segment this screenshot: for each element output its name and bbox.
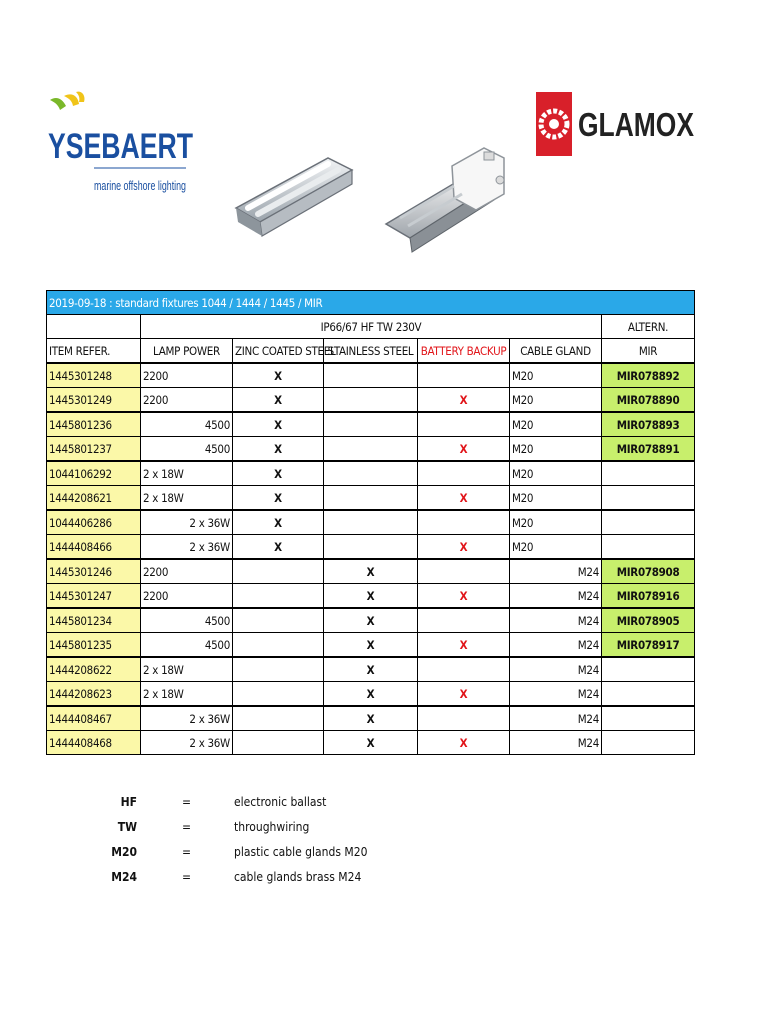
cable-gland-cell: M20 [510,388,602,413]
cable-gland-cell: M24 [510,633,602,658]
item-ref-cell: 1444208622 [47,657,141,682]
legend-value: throughwiring [234,820,310,834]
legend-key: M20 [111,845,137,859]
table-row [47,559,695,584]
lamp-power-cell: 2200 [141,363,233,388]
mir-cell: MIR078908 [602,559,695,584]
stainless-cell [324,461,418,486]
fixture-image-zinc [228,150,358,240]
zinc-coated-cell: X [233,535,324,560]
battery-backup-cell: X [418,388,510,413]
table-row [47,584,695,609]
ysebaert-wordmark: YSEBAERT [48,127,193,166]
legend-key: HF [120,795,137,809]
stainless-cell [324,363,418,388]
mir-cell: MIR078916 [602,584,695,609]
stainless-cell: X [324,633,418,658]
lamp-power-cell: 2 x 18W [141,461,233,486]
lamp-power-cell: 2 x 36W [141,706,233,731]
item-ref-cell: 1444408466 [47,535,141,560]
legend-equals: = [182,845,192,859]
table-row [47,731,695,755]
stainless-cell [324,437,418,462]
altern-header: ALTERN. [602,315,695,339]
cable-gland-cell: M20 [510,461,602,486]
stainless-cell [324,388,418,413]
zinc-coated-cell [233,657,324,682]
item-ref-cell: 1444208621 [47,486,141,511]
stainless-cell: X [324,682,418,707]
stainless-cell: X [324,731,418,755]
cable-gland-cell: M20 [510,510,602,535]
battery-backup-cell: X [418,535,510,560]
lamp-power-cell: 2200 [141,559,233,584]
ysebaert-logo [46,92,196,202]
battery-backup-cell: X [418,437,510,462]
table-row [47,412,695,437]
lamp-power-cell: 4500 [141,608,233,633]
column-header: ITEM REFER. [47,339,141,364]
mir-cell [602,510,695,535]
table-row [47,682,695,707]
mir-cell: MIR078893 [602,412,695,437]
lamp-power-cell: 4500 [141,633,233,658]
item-ref-cell: 1445801235 [47,633,141,658]
mir-cell [602,486,695,511]
item-ref-cell: 1445801236 [47,412,141,437]
cable-gland-cell: M24 [510,608,602,633]
stainless-cell: X [324,706,418,731]
mir-cell: MIR078905 [602,608,695,633]
glamox-wordmark: GLAMOX [578,106,694,143]
ysebaert-tagline: marine offshore lighting [94,178,186,193]
item-ref-cell: 1445301246 [47,559,141,584]
cable-gland-cell: M20 [510,535,602,560]
lamp-power-cell: 2200 [141,584,233,609]
lamp-power-cell: 2 x 18W [141,486,233,511]
cable-gland-cell: M20 [510,412,602,437]
mir-cell [602,535,695,560]
cable-gland-cell: M24 [510,657,602,682]
cable-gland-cell: M24 [510,584,602,609]
battery-backup-cell [418,363,510,388]
column-header: BATTERY BACKUP [418,339,510,364]
column-header: STAINLESS STEEL [324,339,418,364]
battery-backup-cell [418,608,510,633]
stainless-cell: X [324,608,418,633]
item-ref-cell: 1445801237 [47,437,141,462]
item-ref-cell: 1445301248 [47,363,141,388]
mir-cell: MIR078890 [602,388,695,413]
stainless-cell: X [324,584,418,609]
cable-gland-cell: M20 [510,363,602,388]
item-ref-cell: 1445301249 [47,388,141,413]
glamox-logo [536,92,696,158]
mir-cell: MIR078917 [602,633,695,658]
legend-value: electronic ballast [234,795,327,809]
column-header: ZINC COATED STEEL [233,339,324,364]
lamp-power-cell: 4500 [141,412,233,437]
table-row [47,437,695,462]
zinc-coated-cell: X [233,363,324,388]
lamp-power-cell: 2200 [141,388,233,413]
item-ref-cell: 1444208623 [47,682,141,707]
mir-cell: MIR078892 [602,363,695,388]
legend-equals: = [182,820,192,834]
item-ref-cell: 1044406286 [47,510,141,535]
stainless-cell [324,412,418,437]
table-row [47,706,695,731]
item-ref-cell: 1445801234 [47,608,141,633]
mir-cell [602,706,695,731]
lamp-power-cell: 4500 [141,437,233,462]
fixture-image-stainless [380,138,520,268]
stainless-cell [324,486,418,511]
table-row [47,510,695,535]
column-header: CABLE GLAND [510,339,602,364]
mir-cell [602,461,695,486]
battery-backup-cell: X [418,584,510,609]
fixtures-table [46,290,695,755]
battery-backup-cell: X [418,731,510,755]
zinc-coated-cell: X [233,486,324,511]
cable-gland-cell: M24 [510,706,602,731]
zinc-coated-cell: X [233,461,324,486]
battery-backup-cell [418,657,510,682]
zinc-coated-cell: X [233,510,324,535]
item-ref-cell: 1445301247 [47,584,141,609]
cable-gland-cell: M24 [510,731,602,755]
legend-equals: = [182,870,192,884]
zinc-coated-cell [233,731,324,755]
zinc-coated-cell [233,559,324,584]
cable-gland-cell: M20 [510,437,602,462]
table-row [47,388,695,413]
zinc-coated-cell [233,584,324,609]
battery-backup-cell [418,559,510,584]
zinc-coated-cell: X [233,437,324,462]
table-title-band: 2019-09-18 : standard fixtures 1044 / 1444 / 1445 / MIR [47,291,695,315]
cable-gland-cell: M20 [510,486,602,511]
stainless-cell: X [324,559,418,584]
lamp-power-cell: 2 x 36W [141,535,233,560]
column-header: MIR [602,339,695,364]
battery-backup-cell [418,461,510,486]
lamp-power-cell: 2 x 36W [141,731,233,755]
stainless-cell: X [324,657,418,682]
stainless-cell [324,535,418,560]
mir-cell: MIR078891 [602,437,695,462]
zinc-coated-cell [233,706,324,731]
zinc-coated-cell: X [233,388,324,413]
zinc-coated-cell: X [233,412,324,437]
item-ref-cell: 1444408467 [47,706,141,731]
lamp-power-cell: 2 x 18W [141,682,233,707]
zinc-coated-cell [233,682,324,707]
lamp-power-cell: 2 x 36W [141,510,233,535]
legend-value: plastic cable glands M20 [234,845,368,859]
battery-backup-cell: X [418,633,510,658]
table-row [47,461,695,486]
column-header: LAMP POWER [141,339,233,364]
table-row [47,608,695,633]
item-ref-cell: 1044106292 [47,461,141,486]
legend-key: M24 [111,870,137,884]
cable-gland-cell: M24 [510,682,602,707]
legend-equals: = [182,795,192,809]
mir-cell [602,731,695,755]
item-ref-cell: 1444408468 [47,731,141,755]
legend-key: TW [117,820,137,834]
battery-backup-cell [418,510,510,535]
lamp-power-cell: 2 x 18W [141,657,233,682]
mir-cell [602,682,695,707]
stainless-cell [324,510,418,535]
battery-backup-cell: X [418,486,510,511]
battery-backup-cell: X [418,682,510,707]
zinc-coated-cell [233,608,324,633]
cable-gland-cell: M24 [510,559,602,584]
battery-backup-cell [418,706,510,731]
table-row [47,633,695,658]
zinc-coated-cell [233,633,324,658]
group-header: IP66/67 HF TW 230V [141,315,602,339]
table-row [47,657,695,682]
legend-value: cable glands brass M24 [234,870,362,884]
table-row [47,486,695,511]
table-row [47,363,695,388]
table-row [47,535,695,560]
battery-backup-cell [418,412,510,437]
mir-cell [602,657,695,682]
